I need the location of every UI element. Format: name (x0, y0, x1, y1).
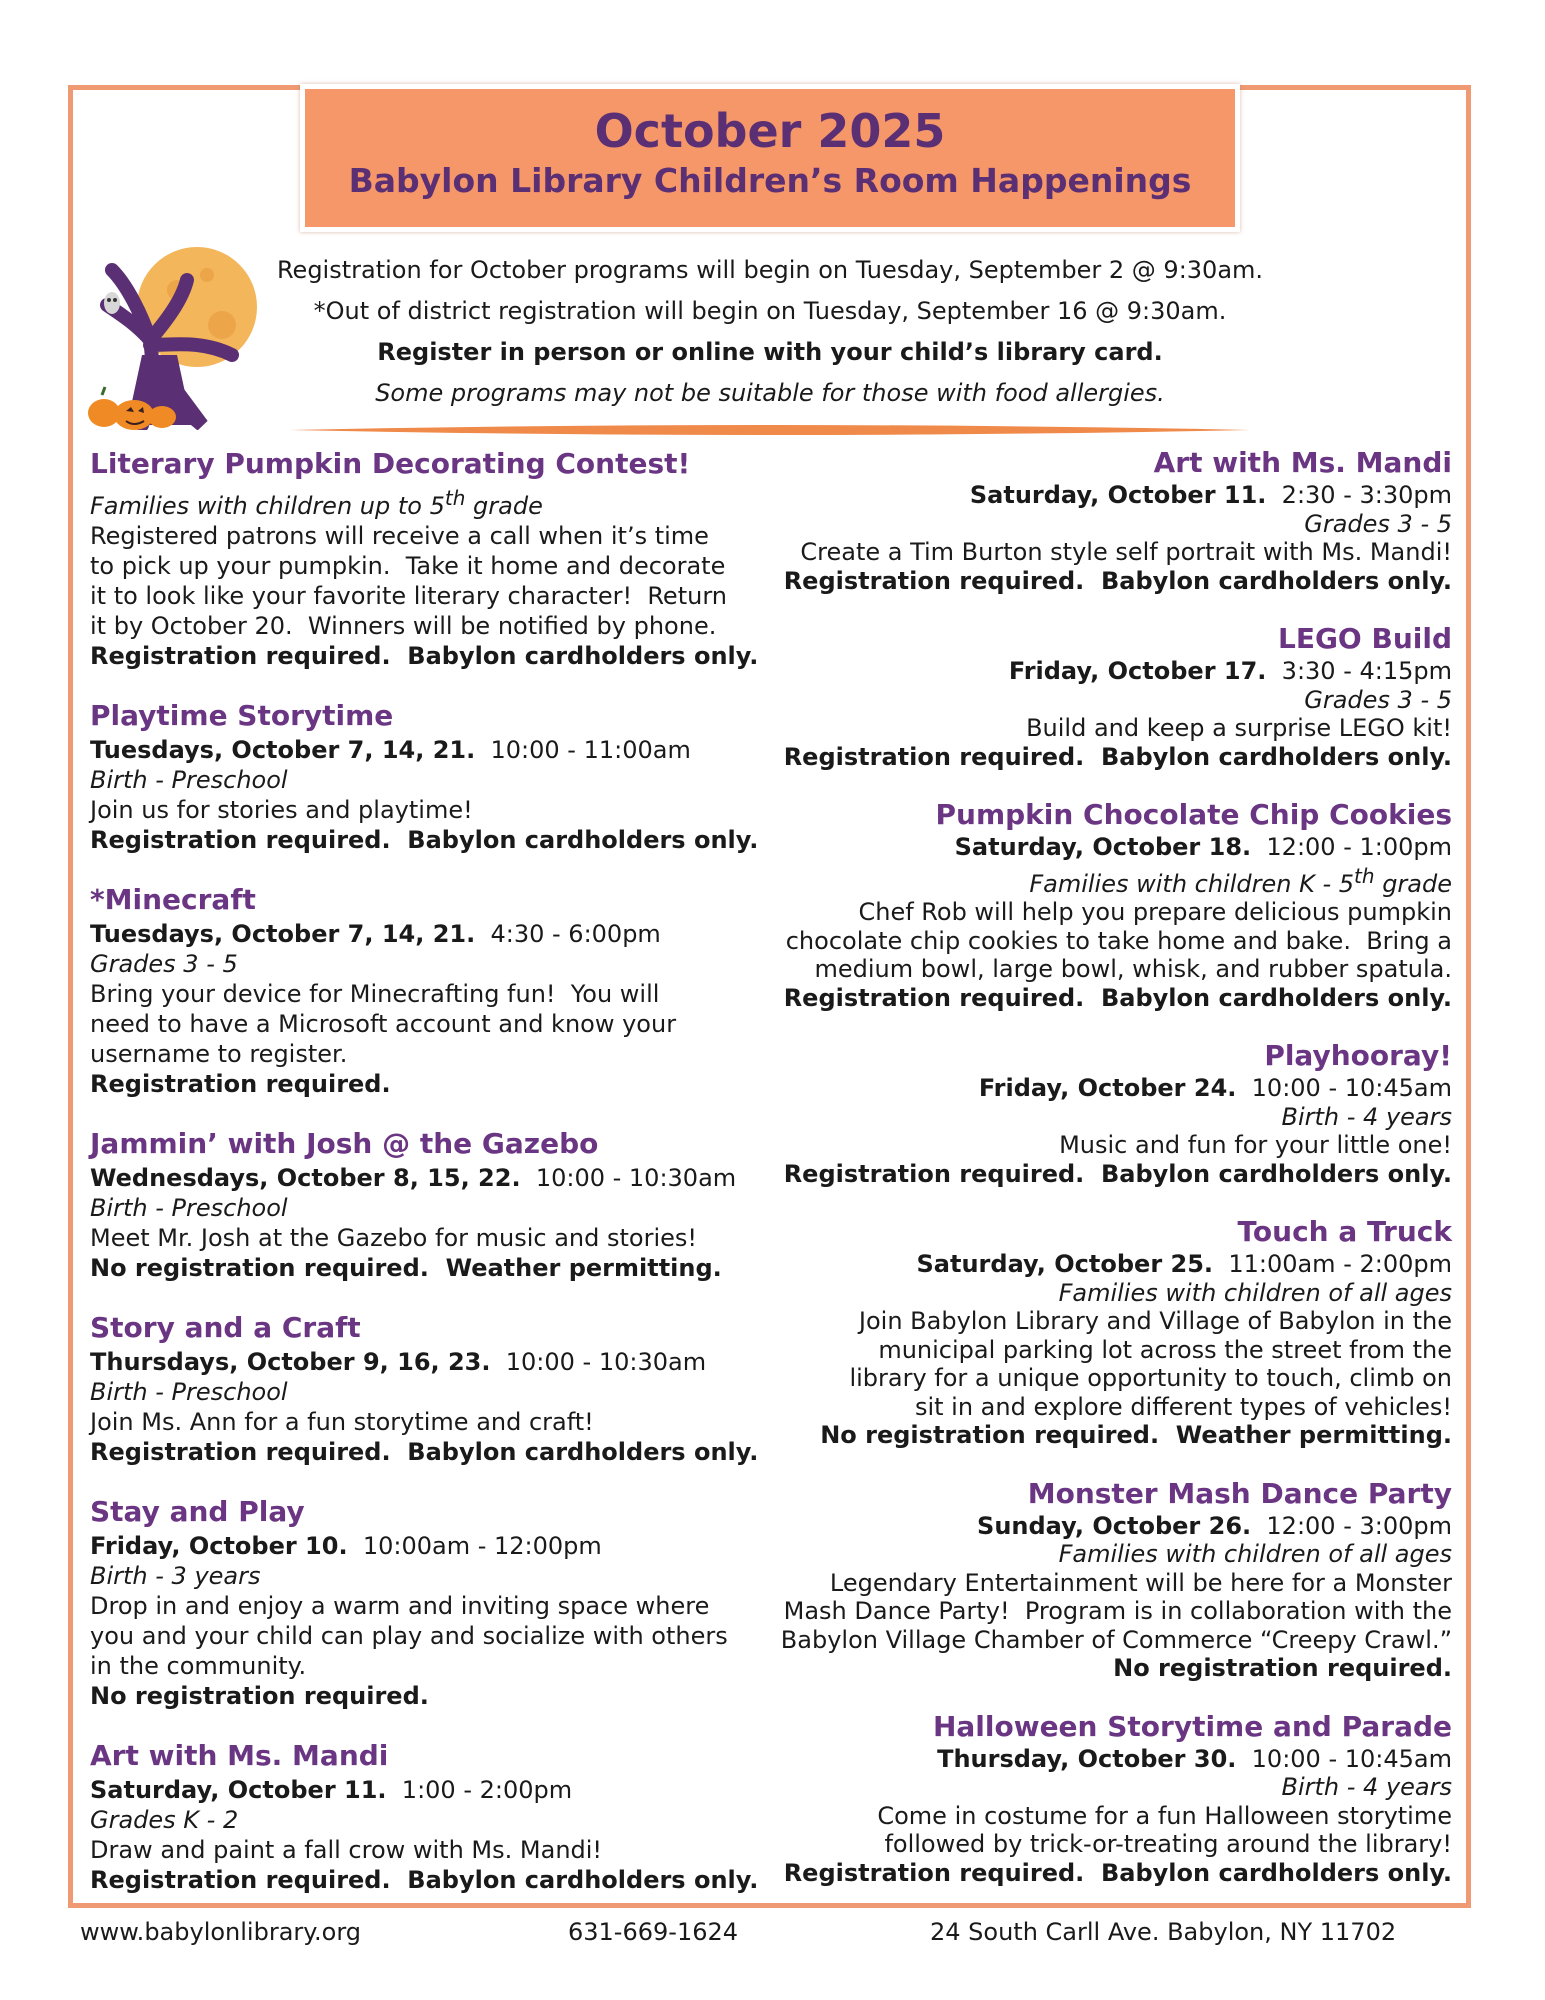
event-date: Friday, October 24. (978, 1074, 1237, 1102)
event-card (760, 1038, 1452, 1188)
event-audience: Families with children K - 5th grade (1029, 863, 1452, 898)
page-title: October 2025 (594, 104, 946, 158)
event-audience: Birth - 3 years (90, 1562, 261, 1590)
event-schedule (90, 735, 750, 765)
event-audience: Families with children of all ages (1058, 1540, 1452, 1568)
event-description: Draw and paint a fall crow with Ms. Mandi! (90, 1836, 603, 1864)
event-title: Monster Mash Dance Party (1027, 1476, 1452, 1510)
event-time: 2:30 - 3:30pm (1281, 481, 1452, 509)
event-date: Saturday, October 18. (954, 833, 1252, 861)
event-time: 1:00 - 2:00pm (401, 1776, 573, 1804)
event-card (90, 881, 750, 1099)
event-description: username to register. (90, 1040, 348, 1068)
footer-address: 24 South Carll Ave. Babylon, NY 11702 (930, 1918, 1397, 1946)
event-title: Literary Pumpkin Decorating Contest! (90, 447, 691, 480)
event-audience: Birth - Preschool (90, 766, 288, 794)
event-registration-note: Registration required. Babylon cardholders only. (783, 983, 1452, 1012)
event-title: Playhooray! (1264, 1039, 1452, 1072)
event-title: Art with Ms. Mandi (90, 1739, 389, 1772)
event-date: Thursdays, October 9, 16, 23. (90, 1348, 491, 1376)
event-card (90, 1125, 750, 1283)
footer-website[interactable]: www.babylonlibrary.org (80, 1918, 362, 1946)
event-time: 4:30 - 6:00pm (490, 920, 661, 948)
header-inner (305, 89, 1235, 227)
decorative-divider (290, 422, 1250, 438)
event-schedule (90, 919, 750, 949)
left-column (90, 445, 759, 1921)
event-card (760, 1214, 1452, 1450)
event-registration-note: No registration required. Weather permitting. (820, 1421, 1452, 1449)
event-description: followed by trick-or-treating around the library! (884, 1830, 1452, 1858)
event-audience: Families with children of all ages (1058, 1278, 1452, 1307)
event-description: Chef Rob will help you prepare delicious pumpkin (858, 898, 1452, 926)
event-title: Stay and Play (90, 1495, 305, 1528)
footer (0, 1918, 1545, 1952)
event-description: Babylon Village Chamber of Commerce “Creepy Crawl.” (780, 1625, 1452, 1654)
halloween-tree-illustration (82, 245, 257, 430)
event-description: Mash Dance Party! Program is in collaboration with the (783, 1597, 1452, 1625)
event-audience: Birth - 4 years (1281, 1102, 1452, 1131)
event-audience: Birth - Preschool (90, 1194, 288, 1222)
event-title: *Minecraft (90, 883, 256, 916)
event-schedule (760, 481, 1452, 510)
event-time: 12:00 - 1:00pm (1266, 833, 1452, 861)
event-registration-note: Registration required. Babylon cardholders only. (783, 742, 1452, 771)
event-schedule (760, 1745, 1452, 1774)
event-card (90, 445, 759, 671)
page-subtitle: Babylon Library Children’s Room Happenings (348, 161, 1192, 200)
event-card (90, 1493, 750, 1711)
registration-info (250, 250, 1290, 414)
event-registration-note: Registration required. Babylon cardholders only. (783, 566, 1452, 595)
event-description: Join Babylon Library and Village of Babylon in the (858, 1307, 1452, 1335)
event-schedule (760, 1512, 1452, 1541)
event-audience: Grades 3 - 5 (1304, 509, 1452, 538)
header-banner (300, 84, 1240, 232)
event-date: Friday, October 17. (1008, 657, 1267, 685)
event-date: Thursday, October 30. (937, 1744, 1237, 1773)
event-date: Tuesdays, October 7, 14, 21. (90, 920, 476, 948)
event-card (90, 1737, 759, 1895)
event-time: 11:00am - 2:00pm (1228, 1250, 1452, 1278)
event-title: LEGO Build (1277, 622, 1452, 655)
register-method-line: Register in person or online with your child’s library card. (377, 338, 1163, 366)
event-time: 10:00 - 11:00am (490, 736, 691, 764)
event-audience: Families with children up to 5th grade (90, 486, 543, 520)
event-schedule (90, 1163, 750, 1193)
event-registration-note: No registration required. (1113, 1654, 1452, 1682)
event-date: Tuesdays, October 7, 14, 21. (90, 736, 476, 764)
registration-line: Registration for October programs will begin on Tuesday, September 2 @ 9:30am. (276, 256, 1264, 284)
event-schedule (90, 1531, 750, 1561)
event-audience: Grades 3 - 5 (1304, 685, 1452, 714)
event-description: Drop in and enjoy a warm and inviting space where (90, 1592, 710, 1620)
event-description: Music and fun for your little one! (1059, 1131, 1452, 1159)
event-description: Legendary Entertainment will be here for a Monster (829, 1568, 1452, 1597)
event-card (90, 1309, 759, 1467)
event-title: Playtime Storytime (90, 699, 394, 732)
event-time: 10:00 - 10:30am (535, 1164, 737, 1192)
event-date: Sunday, October 26. (977, 1511, 1252, 1540)
event-audience: Birth - Preschool (90, 1378, 288, 1406)
event-schedule (760, 833, 1452, 862)
event-date: Friday, October 10. (90, 1532, 348, 1560)
event-schedule (760, 1074, 1452, 1103)
right-column (760, 445, 1452, 1913)
event-audience: Grades K - 2 (90, 1806, 239, 1834)
allergy-notice: Some programs may not be suitable for those with food allergies. (375, 379, 1165, 407)
event-schedule (90, 1775, 750, 1805)
event-card (760, 1476, 1452, 1683)
event-registration-note: Registration required. Babylon cardholders only. (90, 1866, 759, 1894)
event-description: it to look like your favorite literary character! Return (90, 582, 727, 610)
event-time: 3:30 - 4:15pm (1281, 657, 1452, 685)
event-date: Saturday, October 11. (90, 1776, 387, 1804)
event-card (760, 621, 1452, 771)
event-schedule (90, 1347, 750, 1377)
event-card (760, 1709, 1452, 1888)
event-card (760, 445, 1452, 595)
event-description: library for a unique opportunity to touch, climb on (849, 1364, 1452, 1392)
event-time: 10:00 - 10:30am (505, 1348, 707, 1376)
event-registration-note: No registration required. (90, 1682, 429, 1710)
event-title: Story and a Craft (90, 1311, 361, 1344)
event-date: Saturday, October 11. (969, 481, 1267, 509)
event-description: Join Ms. Ann for a fun storytime and craft! (90, 1408, 594, 1436)
event-time: 10:00am - 12:00pm (362, 1532, 602, 1560)
event-audience: Grades 3 - 5 (90, 950, 238, 978)
event-schedule (760, 657, 1452, 686)
event-description: need to have a Microsoft account and know your (90, 1010, 677, 1038)
event-title: Halloween Storytime and Parade (932, 1709, 1452, 1743)
event-description: Bring your device for Minecrafting fun! You will (90, 980, 660, 1008)
event-date: Saturday, October 25. (916, 1250, 1214, 1278)
event-description: municipal parking lot across the street from the (878, 1335, 1452, 1364)
event-registration-note: Registration required. Babylon cardholders only. (90, 642, 759, 670)
event-description: in the community. (90, 1652, 307, 1680)
event-registration-note: Registration required. Babylon cardholders only. (90, 1438, 759, 1466)
event-description: Registered patrons will receive a call when it’s time (90, 522, 709, 550)
out-of-district-line: *Out of district registration will begin on Tuesday, September 16 @ 9:30am. (313, 297, 1227, 325)
event-schedule (760, 1250, 1452, 1279)
event-title: Art with Ms. Mandi (1153, 446, 1452, 479)
event-registration-note: Registration required. (90, 1070, 391, 1098)
event-description: Come in costume for a fun Halloween storytime (877, 1801, 1452, 1830)
event-description: Join us for stories and playtime! (90, 796, 473, 824)
event-description: Meet Mr. Josh at the Gazebo for music and stories! (90, 1224, 698, 1252)
event-registration-note: Registration required. Babylon cardholders only. (90, 826, 759, 854)
event-description: medium bowl, large bowl, whisk, and rubber spatula. (814, 955, 1452, 983)
event-description: Create a Tim Burton style self portrait with Ms. Mandi! (800, 538, 1452, 566)
event-description: it by October 20. Winners will be notified by phone. (90, 612, 717, 640)
footer-phone: 631-669-1624 (568, 1918, 739, 1946)
event-description: Build and keep a surprise LEGO kit! (1026, 714, 1452, 742)
event-description: sit in and explore different types of vehicles! (914, 1392, 1452, 1421)
event-title: Touch a Truck (1237, 1215, 1452, 1248)
event-audience: Birth - 4 years (1281, 1773, 1452, 1801)
event-date: Wednesdays, October 8, 15, 22. (90, 1164, 521, 1192)
event-registration-note: No registration required. Weather permitting. (90, 1254, 722, 1282)
event-time: 12:00 - 3:00pm (1266, 1511, 1452, 1540)
event-registration-note: Registration required. Babylon cardholders only. (783, 1858, 1452, 1887)
event-title: Pumpkin Chocolate Chip Cookies (935, 798, 1452, 831)
event-description: chocolate chip cookies to take home and bake. Bring a (785, 926, 1452, 955)
event-registration-note: Registration required. Babylon cardholders only. (783, 1159, 1452, 1188)
event-description: you and your child can play and socialize with others (90, 1622, 728, 1650)
event-card (760, 797, 1452, 1012)
event-time: 10:00 - 10:45am (1251, 1074, 1452, 1102)
event-time: 10:00 - 10:45am (1251, 1744, 1452, 1773)
event-title: Jammin’ with Josh @ the Gazebo (90, 1127, 599, 1160)
event-description: to pick up your pumpkin. Take it home and decorate (90, 552, 726, 580)
event-card (90, 697, 759, 855)
